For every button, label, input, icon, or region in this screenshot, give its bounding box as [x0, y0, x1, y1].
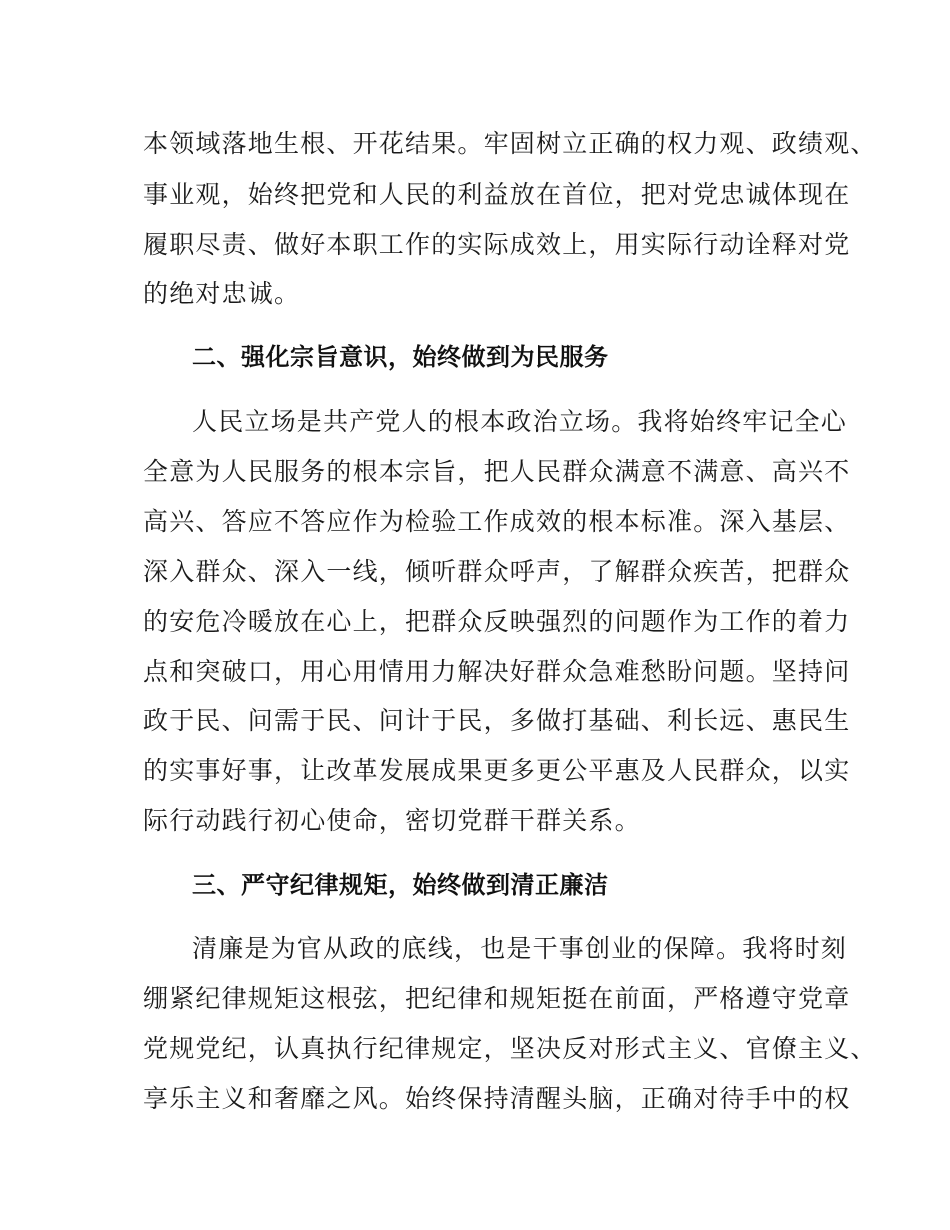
text-line: 绷紧纪律规矩这根弦，把纪律和规矩挺在前面，严格遵守党章 — [143, 984, 851, 1013]
text-line: 的实事好事，让改革发展成果更多更公平惠及人民群众，以实 — [143, 756, 851, 785]
text-line: 事业观，始终把党和人民的利益放在首位，把对党忠诚体现在 — [143, 180, 851, 209]
text-line: 高兴、答应不答应作为检验工作成效的根本标准。深入基层、 — [143, 507, 851, 536]
text-line: 政于民、问需于民、问计于民，多做打基础、利长远、惠民生 — [143, 706, 851, 735]
text-line: 履职尽责、做好本职工作的实际成效上，用实际行动诠释对党 — [143, 230, 851, 259]
section-heading-2: 二、强化宗旨意识，始终做到为民服务 — [192, 343, 609, 371]
text-line: 本领域落地生根、开花结果。牢固树立正确的权力观、政绩观、 — [143, 129, 877, 158]
text-line: 人民立场是共产党人的根本政治立场。我将始终牢记全心 — [192, 407, 848, 436]
text-line: 际行动践行初心使命，密切党群干群关系。 — [143, 806, 641, 835]
text-line: 清廉是为官从政的底线，也是干事创业的保障。我将时刻 — [192, 934, 848, 963]
text-line: 党规党纪，认真执行纪律规定，坚决反对形式主义、官僚主义、 — [143, 1034, 877, 1063]
text-line: 全意为人民服务的根本宗旨，把人民群众满意不满意、高兴不 — [143, 457, 851, 486]
text-line: 享乐主义和奢靡之风。始终保持清醒头脑，正确对待手中的权 — [143, 1084, 851, 1113]
text-line: 点和突破口，用心用情用力解决好群众急难愁盼问题。坚持问 — [143, 657, 851, 686]
text-line: 深入群众、深入一线，倾听群众呼声，了解群众疾苦，把群众 — [143, 557, 851, 586]
text-line: 的绝对忠诚。 — [143, 279, 301, 308]
text-line: 的安危冷暖放在心上，把群众反映强烈的问题作为工作的着力 — [143, 607, 851, 636]
section-heading-3: 三、严守纪律规矩，始终做到清正廉洁 — [192, 871, 609, 899]
